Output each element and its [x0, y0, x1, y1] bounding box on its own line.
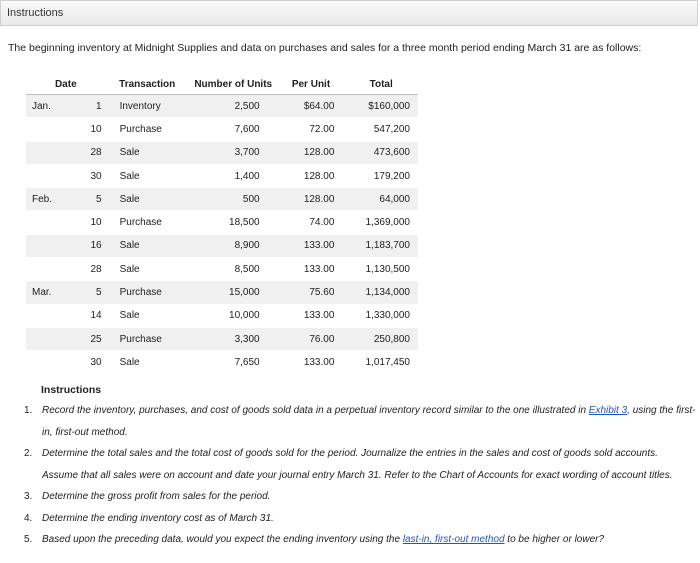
header-total: Total	[344, 74, 418, 95]
table-row	[26, 327, 418, 350]
cell-month: Feb.	[26, 188, 70, 211]
cell-day: 5	[70, 281, 106, 304]
cell-month	[26, 234, 70, 257]
cell-month	[26, 351, 70, 374]
cell-transaction: Sale	[106, 141, 189, 164]
cell-units: 2,500	[189, 95, 278, 118]
cell-transaction: Sale	[106, 304, 189, 327]
cell-units: 500	[189, 188, 278, 211]
cell-transaction: Inventory	[106, 95, 189, 118]
table-row	[26, 234, 418, 257]
header-units: Number of Units	[189, 74, 278, 95]
table-row	[26, 211, 418, 234]
cell-units: 3,300	[189, 327, 278, 350]
instruction-item	[16, 400, 696, 443]
table-row	[26, 188, 418, 211]
cell-transaction: Sale	[106, 164, 189, 187]
cell-transaction: Sale	[106, 188, 189, 211]
instruction-text: Determine the ending inventory cost as of March 31.	[42, 512, 274, 524]
cell-transaction: Sale	[119, 356, 140, 368]
cell-total: 547,200	[344, 118, 418, 141]
table-row	[26, 118, 418, 141]
cell-units: 7,600	[189, 118, 278, 141]
cell-units: 8,900	[189, 234, 278, 257]
cell-month: Mar.	[26, 281, 70, 304]
cell-total: 1,330,000	[344, 304, 418, 327]
cell-month	[26, 304, 70, 327]
cell-per-unit: 133.00	[278, 304, 345, 327]
cell-total: 64,000	[344, 188, 418, 211]
cell-total: 1,134,000	[344, 281, 418, 304]
header-transaction: Transaction	[106, 74, 189, 95]
cell-day: 10	[70, 211, 106, 234]
cell-transaction: Sale	[106, 234, 189, 257]
cell-day: 30	[70, 164, 106, 187]
instruction-text: Based upon the preceding data, would you expect the ending inventory using the	[42, 534, 403, 545]
instruction-number: 5.	[24, 534, 33, 545]
cell-total: 250,800	[344, 327, 418, 350]
cell-units: 7,650	[234, 356, 260, 368]
instruction-text-tail: , using the first-in, first-out method.	[42, 405, 696, 438]
cell-day: 16	[70, 234, 106, 257]
cell-total: $160,000	[344, 95, 418, 118]
cell-transaction: Purchase	[106, 211, 189, 234]
cell-units: 3,700	[189, 141, 278, 164]
cell-total: 1,017,450	[365, 356, 410, 368]
instruction-number: 2.	[24, 448, 33, 459]
cell-per-unit: 133.00	[278, 234, 345, 257]
cell-units: 8,500	[189, 258, 278, 281]
instruction-text: Determine the gross profit from sales for the period.	[42, 491, 271, 502]
cell-transaction: Sale	[106, 258, 189, 281]
cell-month	[26, 327, 70, 350]
instruction-item	[16, 443, 696, 486]
cell-units: 15,000	[189, 281, 278, 304]
table-row	[26, 351, 418, 374]
cell-day: 1	[70, 95, 106, 118]
cell-total: 473,600	[344, 141, 418, 164]
instruction-number: 3.	[24, 491, 33, 502]
cell-per-unit: 74.00	[278, 211, 345, 234]
cell-day: 25	[70, 327, 106, 350]
cell-total: 1,183,700	[344, 234, 418, 257]
intro-text: The beginning inventory at Midnight Supplies and data on purchases and sales for a three month period ending March 31 are as follows:	[8, 42, 642, 54]
cell-units: 18,500	[189, 211, 278, 234]
table-row	[26, 141, 418, 164]
table-body	[26, 95, 418, 374]
instruction-number: 1.	[24, 405, 33, 416]
cell-month: Jan.	[26, 95, 70, 118]
instruction-link[interactable]: last-in, first-out method	[402, 534, 505, 545]
cell-per-unit: 76.00	[278, 327, 345, 350]
table-row	[26, 258, 418, 281]
table-row	[26, 164, 418, 187]
instruction-item	[16, 508, 696, 530]
cell-per-unit: 128.00	[278, 164, 345, 187]
table-header-row	[26, 74, 418, 95]
cell-day: 30	[90, 356, 102, 368]
instruction-text: Determine the total sales and the total cost of goods sold for the period. Journalize the entries in the sales and cost of goods sold accounts. Assume that all sales were on account and date your journal entry March 31. Refer to the Chart of Accounts for exact wording of account titles.	[42, 448, 673, 481]
table-row	[26, 304, 418, 327]
header-per-unit: Per Unit	[278, 74, 345, 95]
cell-day: 28	[70, 258, 106, 281]
window-titlebar	[0, 0, 698, 26]
window-title: Instructions	[7, 7, 64, 19]
cell-total: 1,369,000	[344, 211, 418, 234]
header-date: Date	[26, 74, 106, 95]
cell-transaction: Purchase	[106, 327, 189, 350]
cell-per-unit: 128.00	[278, 141, 345, 164]
cell-total: 179,200	[344, 164, 418, 187]
instructions-heading: Instructions	[41, 384, 102, 396]
cell-per-unit: $64.00	[278, 95, 345, 118]
cell-month	[26, 118, 70, 141]
instruction-number: 4.	[24, 512, 33, 524]
inventory-table	[26, 74, 418, 374]
instruction-text: Record the inventory, purchases, and cost of goods sold data in a perpetual inventory record similar to the one illustrated in	[42, 405, 589, 416]
cell-day: 14	[70, 304, 106, 327]
cell-transaction: Purchase	[106, 118, 189, 141]
cell-per-unit: 75.60	[278, 281, 345, 304]
cell-transaction: Purchase	[106, 281, 189, 304]
cell-month	[26, 164, 70, 187]
cell-units: 1,400	[189, 164, 278, 187]
instruction-item	[16, 529, 696, 551]
instruction-item	[16, 486, 696, 508]
cell-day: 5	[70, 188, 106, 211]
cell-month	[26, 258, 70, 281]
cell-total: 1,130,500	[344, 258, 418, 281]
cell-day: 28	[70, 141, 106, 164]
cell-per-unit: 133.00	[303, 356, 335, 368]
table-row	[26, 281, 418, 304]
cell-per-unit: 133.00	[278, 258, 345, 281]
cell-per-unit: 128.00	[278, 188, 345, 211]
cell-units: 10,000	[189, 304, 278, 327]
instructions-list	[16, 400, 696, 551]
cell-month	[26, 141, 70, 164]
table-row	[26, 95, 418, 118]
cell-month	[26, 211, 70, 234]
instruction-link[interactable]: Exhibit 3	[588, 405, 628, 416]
instruction-text-tail: to be higher or lower?	[504, 534, 605, 545]
cell-per-unit: 72.00	[278, 118, 345, 141]
cell-day: 10	[70, 118, 106, 141]
